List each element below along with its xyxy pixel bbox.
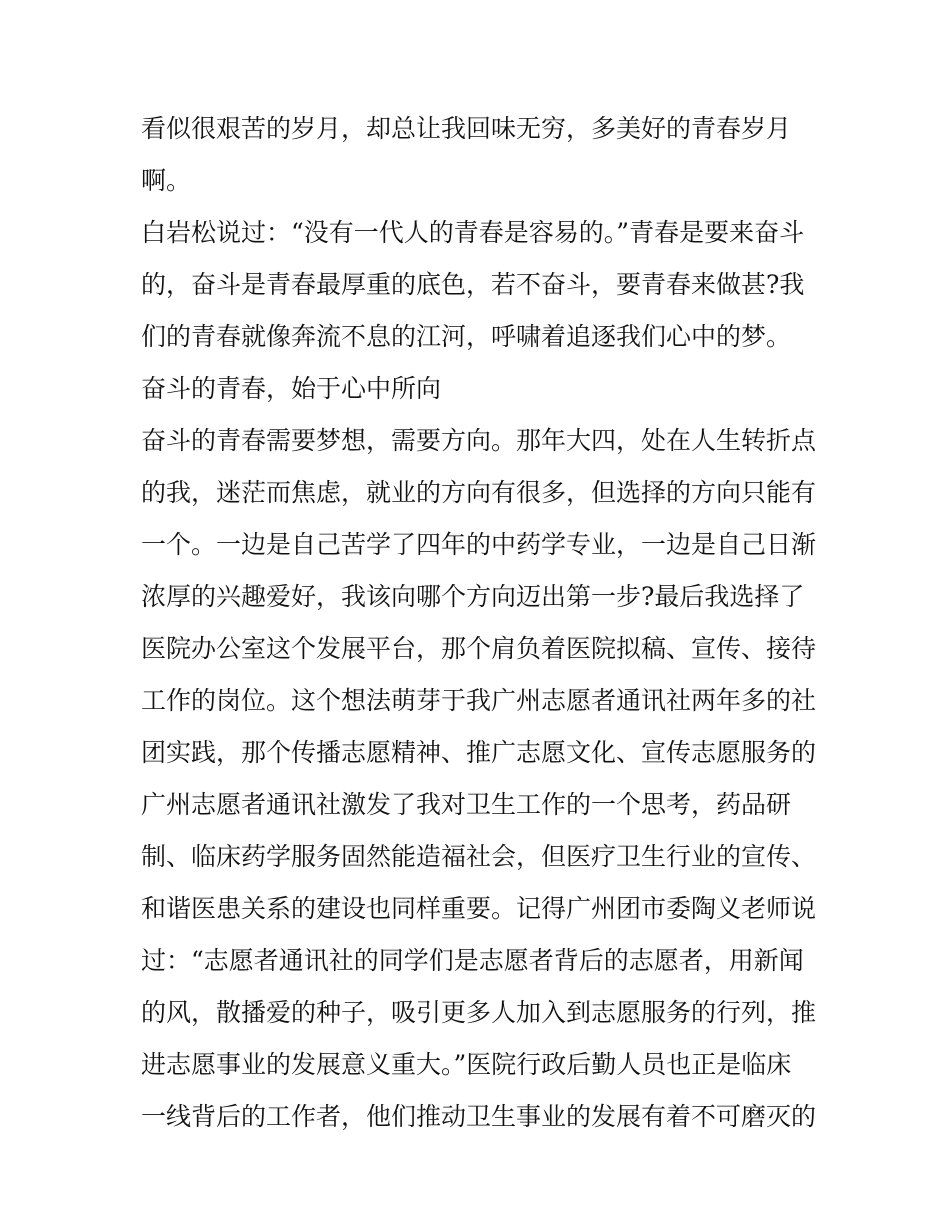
text-line: 白岩松说过：“没有一代人的青春是容易的。”青春是要来奋斗 [141,218,805,247]
text-line: 一线背后的工作者，他们推动卫生事业的发展有着不可磨灭的 [141,1102,817,1131]
text-line: 医院办公室这个发展平台，那个肩负着医院拟稿、宣传、接待 [141,634,817,663]
text-line: 的风，散播爱的种子，吸引更多人加入到志愿服务的行列，推 [141,998,817,1027]
text-line: 和谐医患关系的建设也同样重要。记得广州团市委陶义老师说 [141,894,817,923]
text-line: 一个。一边是自己苦学了四年的中药学专业，一边是自己日渐 [141,530,817,559]
text-line: 过：“志愿者通讯社的同学们是志愿者背后的志愿者，用新闻 [141,946,804,975]
text-line: 奋斗的青春需要梦想，需要方向。那年大四，处在人生转折点 [141,426,817,455]
text-line: 的，奋斗是青春最厚重的底色，若不奋斗，要青春来做甚?我 [141,270,805,299]
text-line: 团实践，那个传播志愿精神、推广志愿文化、宣传志愿服务的 [141,738,817,767]
text-line: 广州志愿者通讯社激发了我对卫生工作的一个思考，药品研 [141,790,792,819]
text-line: 啊。 [141,166,192,195]
text-line: 工作的岗位。这个想法萌芽于我广州志愿者通讯社两年多的社 [141,686,817,715]
text-line: 浓厚的兴趣爱好，我该向哪个方向迈出第一步?最后我选择了 [141,582,805,611]
text-line: 们的青春就像奔流不息的江河，呼啸着追逐我们心中的梦。 [141,322,792,351]
section-heading: 奋斗的青春，始于心中所向 [141,374,442,403]
document-body [141,107,821,1147]
text-line: 看似很艰苦的岁月，却总让我回味无穷，多美好的青春岁月 [141,114,792,143]
text-line: 进志愿事业的发展意义重大。”医院行政后勤人员也正是临床 [141,1050,792,1079]
text-line: 制、临床药学服务固然能造福社会，但医疗卫生行业的宣传、 [141,842,817,871]
text-line: 的我，迷茫而焦虑，就业的方向有很多，但选择的方向只能有 [141,478,817,507]
